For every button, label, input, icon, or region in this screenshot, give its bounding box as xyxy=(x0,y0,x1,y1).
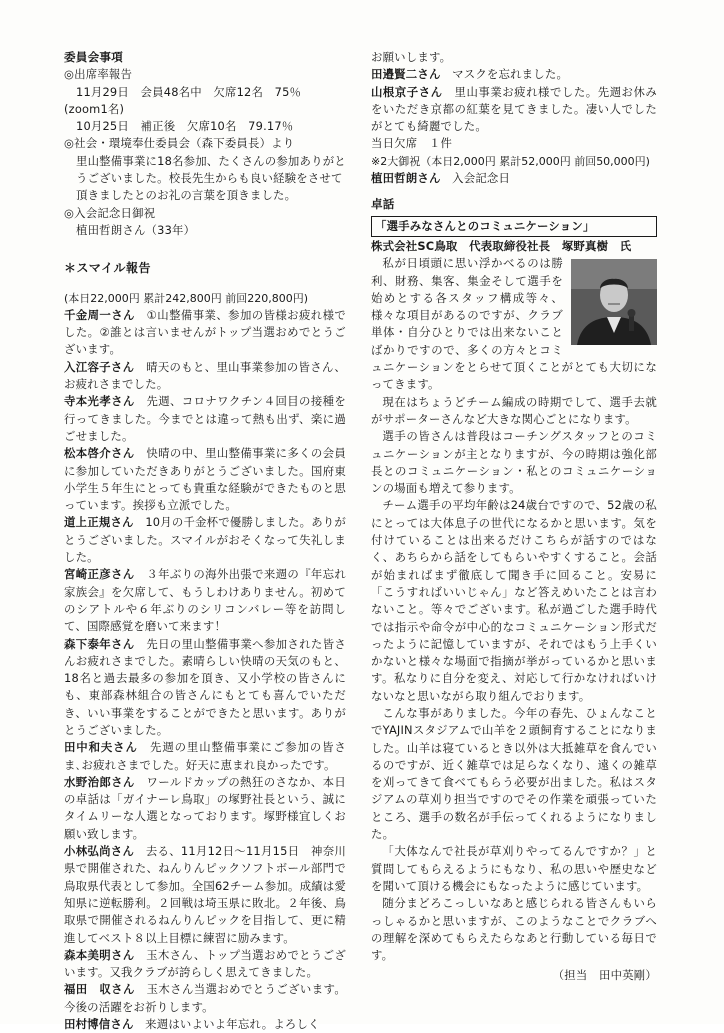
smile-entry xyxy=(64,636,346,740)
entry-name: 水野治郎さん xyxy=(64,774,135,789)
speaker-photo xyxy=(571,259,657,345)
smile-report-title: ＊スマイル報告 xyxy=(64,261,152,276)
entry-name: 植田哲朗さん xyxy=(371,171,441,186)
smile-entry xyxy=(64,566,346,635)
smile-entry xyxy=(64,1016,346,1033)
smile-entry xyxy=(64,981,346,1016)
smile-entry xyxy=(64,843,346,947)
attendance-zoom: (zoom1名) xyxy=(64,101,125,116)
smile-entry xyxy=(64,445,346,514)
entry-name: 小林弘尚さん xyxy=(64,844,135,859)
entry-name: 千金周一さん xyxy=(64,307,135,322)
entry-name: 福田 収さん xyxy=(64,982,135,997)
social-committee-text: 里山整備事業に18名参加、たくさんの参加ありがとうございました。校長先生からも良い経験をさせて頂きましたとのお礼の言葉を頂きました。 xyxy=(76,153,346,203)
spacer xyxy=(64,239,346,248)
entry-text: 里山事業お疲れ様でした。先週お休みをいただき京都の紅葉を見てきました。凄い人でしたがとても綺麗でした。 xyxy=(371,84,658,134)
talk-heading: 卓話 xyxy=(371,197,395,212)
smile-entry xyxy=(64,739,346,774)
entry-name: 入江容子さん xyxy=(64,359,135,374)
entry-name: 森下泰年さん xyxy=(64,636,135,651)
talk-title: 「選手みなさんとのコミュニケーション」 xyxy=(371,216,657,237)
entry-text: 入会記念日 xyxy=(452,171,511,186)
entry-text: 先週の里山整備事業にご参加の皆さま､お疲れさまでした。好天に恵まれ良かったです。 xyxy=(64,740,347,772)
entry-text: ３年ぶりの海外出張で来週の『年忘れ家族会』を欠席して、もうしわけありません。初めてのシアトルや６年ぶりのシリコンバレー等を訪問して、国際感覚を磨いて来ます！ xyxy=(64,567,347,634)
entry-text: 晴天のもと、里山事業参加の皆さん、お疲れさまでした。 xyxy=(64,359,346,392)
speaker-portrait-icon xyxy=(571,259,657,345)
entry-name: 田村博信さん xyxy=(64,1017,134,1032)
gift-entry xyxy=(371,170,657,187)
entry-text: 快晴の中、里山整備事業に多くの会員に参加していただきありがとうございました。国府東小学生５年生にとっても貴重な経験ができたものと思っています。挨拶も立派でした。 xyxy=(64,446,347,513)
spacer xyxy=(371,187,657,196)
smile-entry xyxy=(371,84,657,136)
talk-paragraph: チーム選手の平均年齢は24歳台ですので、52歳の私にとっては大体息子の世代になるかと思います。気を付けていることは出来るだけこちらが話すのではなく、あちらから話をしてもらいやすくすること。会話が始まればまず徹底して聞き手に回ること。安易に「こうすればいいじゃん」など答えめいたことは言わないこと。等々でございます。私が過ごした選手時代では指示や命令が中心的なコミュニケーション形式だったように記憶していますが、それではもう上手くいかないと様々な場面で指摘が挙がっているかと思います。私なりに自分を変え、対応して行かなければいけないなと思いながら取り組んでおります。 xyxy=(371,498,657,703)
social-committee-title: ◎社会・環境奉仕委員会（森下委員長）より xyxy=(64,136,295,151)
attendance-title: ◎出席率報告 xyxy=(64,67,133,82)
entry-text: 先週、コロナワクチン４回目の接種を行ってきました。今までとは違って熱も出ず、楽に過ごせました。 xyxy=(64,394,346,443)
right-column xyxy=(371,49,657,996)
smile-entry xyxy=(64,774,346,843)
talk-paragraph: 私が日頃頭に思い浮かべるのは勝利、財務、集客、集金そして選手を始めとする各スタッフ構成等々、様々な項目があるのですが、クラブ単体・自分ひとりでは出来ないことばかりですので、多くの方々とコミュニケーションをとらせて頂くことがとても大切になってきます。 xyxy=(371,256,657,392)
left-column xyxy=(64,49,346,1033)
entry-name: 宮崎正彦さん xyxy=(64,567,135,582)
entry-name: 森本美明さん xyxy=(64,947,135,962)
entry-text: 来週はいよいよ年忘れ。よろしく xyxy=(145,1017,320,1032)
entry-text: 去る、11月12日～11月15日 神奈川県で開催された、ねんりんピックソフトボール部門で鳥取県代表として参加。全国62チーム参加。成績は愛知県に逆転勝利。２回戦は埼玉県に敗北。２年後、鳥取県で開催されるねんりんピックを目指して、更に精進してベスト８以上目標に練習に励みます。 xyxy=(64,844,347,945)
absent-today: 当日欠席 １件 xyxy=(371,136,453,151)
anniversary-name: 植田哲朗さん（33年） xyxy=(76,222,196,237)
smile-entry xyxy=(64,947,346,982)
talk-paragraph: 選手の皆さんは普段はコーチングスタッフとのコミュニケーションが主となりますが、今の時期は強化部長とのコミュニケーション・私とのコミュニケーションの場面も増えて参ります。 xyxy=(371,429,657,496)
entry-text: 先日の里山整備事業へ参加された皆さんお疲れさまでした。素晴らしい快晴の天気のもと、18名と過去最多の参加を頂き、又小学校の皆さんにも、東部森林組合の皆さんにもとても喜んでいただき、いい事業をすることができたと思います。ありがとうございました。 xyxy=(64,636,347,737)
continuation-text: お願いします。 xyxy=(371,50,452,64)
attendance-line-2: 10月25日 補正後 欠席10名 79.17％ xyxy=(76,119,294,134)
entry-name: 田中和夫さん xyxy=(64,740,138,755)
entry-text: 10月の千金杯で優勝しました。ありがとうございました。スマイルがおそくなって失礼しました。 xyxy=(64,515,347,565)
entry-text: マスクを忘れました。 xyxy=(452,67,569,82)
smile-entry xyxy=(64,359,346,394)
entry-text: 玉木さん、トップ当選おめでとうございます。又我クラブが誇らしく思えてきました。 xyxy=(64,947,346,980)
talk-paragraph: 随分まどろこっしいなあと感じられる皆さんもいらっしゃるかと思いますが、このようなことでクラブへの理解を深めてもらえたらなあと行動している毎日です。 xyxy=(371,896,657,963)
smile-totals: (本日22,000円 累計242,800円 前回220,800円) xyxy=(64,291,309,305)
talk-paragraph: 現在はちょうどチーム編成の時期でして、選手去就がサポーターさんなど大きな関心ごとになります。 xyxy=(371,394,657,426)
entry-name: 田邉賢二さん xyxy=(371,67,441,82)
committee-title: 委員会事項 xyxy=(64,50,123,64)
smile-entry xyxy=(371,66,657,83)
two-gifts-line: ※2大御祝（本日2,000円 累計52,000円 前回50,000円) xyxy=(371,154,650,168)
entry-name: 松本啓介さん xyxy=(64,446,135,461)
entry-text: 玉木さん当選おめでとうございます。今後の活躍をお祈りします。 xyxy=(64,982,346,1014)
smile-entry xyxy=(64,393,346,445)
smile-entry xyxy=(64,307,346,359)
talk-paragraph: 「大体なんで社長が草刈りやってるんですか？」と質問してもらえるようにもなり、私の思いや歴史などを聞いて頂ける機会にもなったように感じています。 xyxy=(371,844,657,893)
entry-name: 寺本光孝さん xyxy=(64,394,135,409)
anniversary-title: ◎入会記念日御祝 xyxy=(64,205,156,220)
talk-paragraph: こんな事がありました。今年の春先、ひょんなことでYAJINスタジアムで山羊を２頭飼育することになりました。山羊は寝ているとき以外は大抵雑草を食んでいるのですが、近く雑草では足らなくなり、遠くの雑草を刈ってきて食べてもらう必要が出ました。私はスタジアムの草刈り担当ですのでその作業を頑張っていたところ、選手の数名が手伝ってくれるようになりました。 xyxy=(371,705,657,842)
credit-line: （担当 田中英剛） xyxy=(552,968,657,983)
entry-text: ワールドカップの熱狂のさなか、本日の卓話は「ガイナーレ鳥取」の塚野社長という、誠にタイムリーな人選となっております。塚野様宜しくお願い致します。 xyxy=(64,774,347,841)
talk-speaker: 株式会社SC鳥取 代表取締役社長 塚野真樹 氏 xyxy=(371,238,632,253)
entry-name: 道上正規さん xyxy=(64,515,134,530)
entry-name: 山根京子さん xyxy=(371,84,443,99)
attendance-line-1: 11月29日 会員48名中 欠席12名 75％ xyxy=(76,84,302,99)
entry-text: ①山整備事業、参加の皆様お疲れ様でした。②誰とは言いませんがトップ当選おめでとうございます。 xyxy=(64,307,347,357)
smile-entry xyxy=(64,514,346,566)
